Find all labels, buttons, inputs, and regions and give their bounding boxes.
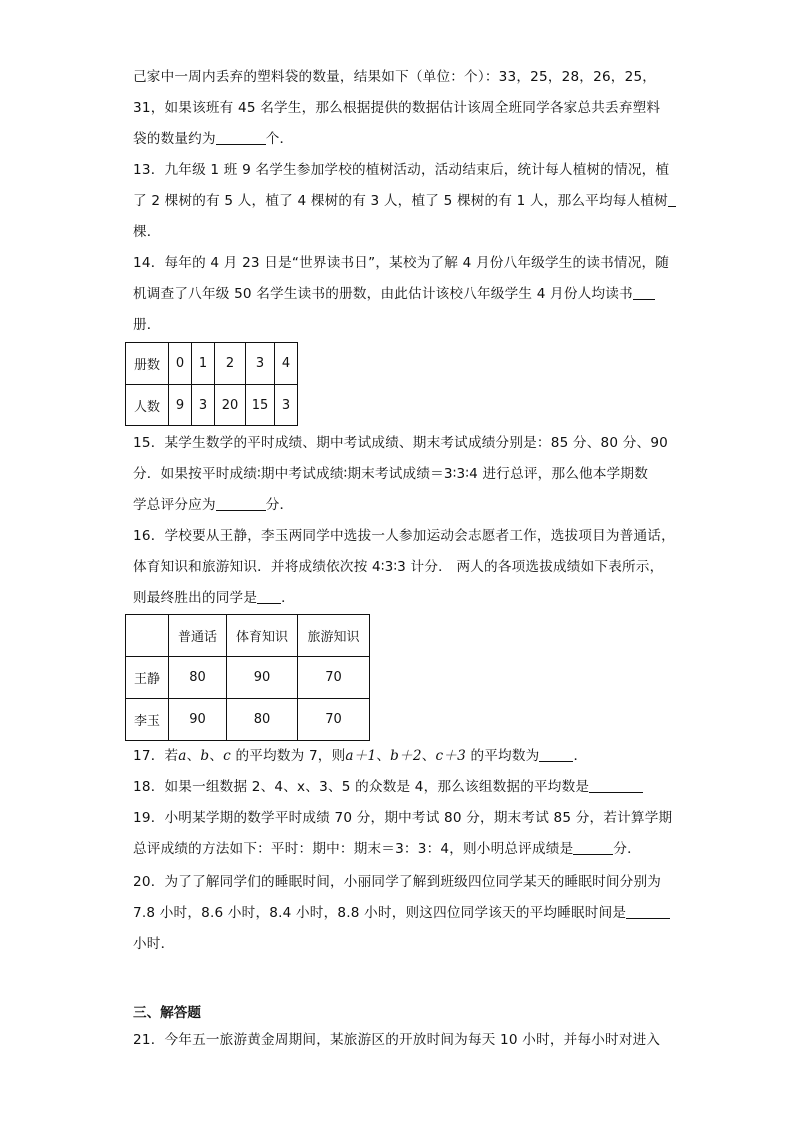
table-cell: 人数 — [126, 385, 169, 426]
table-cell: 15 — [246, 385, 275, 426]
table-cell: 4 — [275, 343, 298, 385]
table-cell: 3 — [275, 385, 298, 426]
q13-line-1: 13．九年级 1 班 9 名学生参加学校的植树活动，活动结束后，统计每人植树的情况，植 — [133, 162, 670, 178]
table-cell: 1 — [192, 343, 215, 385]
table-cell: 70 — [298, 699, 370, 741]
answer-blank — [589, 778, 643, 793]
table-cell: 20 — [215, 385, 246, 426]
answer-blank — [539, 747, 573, 762]
table-row — [126, 385, 298, 426]
table-cell: 3 — [246, 343, 275, 385]
table-cell: 体育知识 — [227, 615, 298, 657]
q14-line-3: 册． — [133, 317, 161, 333]
table-cell: 李玉 — [126, 699, 169, 741]
table-cell: 80 — [227, 699, 298, 741]
q16-line-1: 16．学校要从王静，李玉两同学中选拔一人参加运动会志愿者工作，选拔项目为普通话， — [133, 528, 675, 544]
q15-line-1: 15．某学生数学的平时成绩、期中考试成绩、期末考试成绩分别是：85 分、80 分、90 — [133, 435, 669, 451]
table-cell: 9 — [169, 385, 192, 426]
q15-line-3: 学总评分应为 分． — [133, 497, 294, 513]
table-cell: 普通话 — [169, 615, 227, 657]
q20-line-1: 20．为了了解同学们的睡眠时间，小丽同学了解到班级四位同学某天的睡眠时间分别为 — [133, 874, 662, 890]
answer-blank — [216, 496, 266, 511]
table-cell: 2 — [215, 343, 246, 385]
table-cell: 70 — [298, 657, 370, 699]
table-cell: 3 — [192, 385, 215, 426]
table-cell: 80 — [169, 657, 227, 699]
scores-table — [125, 614, 370, 741]
q20-line-2: 7.8 小时，8.6 小时，8.4 小时，8.8 小时，则这四位同学该天的平均睡眠时间是 — [133, 903, 670, 923]
table-row — [126, 699, 370, 741]
table-header-row — [126, 615, 370, 657]
table-cell: 90 — [227, 657, 298, 699]
table-cell: 册数 — [126, 343, 169, 385]
answer-blank — [573, 840, 613, 855]
table-cell: 王静 — [126, 657, 169, 699]
table-cell: 旅游知识 — [298, 615, 370, 657]
table-cell — [126, 615, 169, 657]
q19-line-1: 19．小明某学期的数学平时成绩 70 分，期中考试 80 分，期末考试 85 分，若计算学期 — [133, 810, 673, 826]
q14-line-1: 14．每年的 4 月 23 日是“世界读书日”，某校为了解 4 月份八年级学生的读书情况，随 — [133, 255, 670, 271]
q12-line-1: 己家中一周内丢弃的塑料袋的数量，结果如下（单位：个）：33，25，28，26，25， — [133, 69, 657, 85]
q17-line-1: 17．若a、b、c 的平均数为 7，则a＋1、b＋2、c＋3 的平均数为 ． — [133, 748, 588, 764]
q13-line-2: 了 2 棵树的有 5 人，植了 4 棵树的有 3 人，植了 5 棵树的有 1 人，那么平均每人植树 — [133, 191, 676, 211]
table-row — [126, 343, 298, 385]
books-table — [125, 342, 298, 426]
answer-blank — [633, 285, 655, 300]
q16-line-3: 则最终胜出的同学是 ． — [133, 590, 295, 606]
table-cell: 0 — [169, 343, 192, 385]
q16-line-2: 体育知识和旅游知识．并将成绩依次按 4∶3∶3 计分． 两人的各项选拔成绩如下表所示， — [133, 559, 664, 575]
answer-blank — [257, 589, 281, 604]
table-row — [126, 657, 370, 699]
q12-line-3: 袋的数量约为 个． — [133, 131, 294, 147]
q18-line-1: 18．如果一组数据 2、4、x、3、5 的众数是 4，那么该组数据的平均数是 — [133, 777, 643, 797]
q21-line-1: 21．今年五一旅游黄金周期间，某旅游区的开放时间为每天 10 小时，并每小时对进入 — [133, 1032, 661, 1048]
q14-line-2: 机调查了八年级 50 名学生读书的册数，由此估计该校八年级学生 4 月份人均读书 — [133, 284, 655, 304]
q20-line-3: 小时． — [133, 936, 175, 952]
answer-blank — [626, 904, 670, 919]
q15-line-2: 分．如果按平时成绩∶期中考试成绩∶期末考试成绩＝3∶3∶4 进行总评，那么他本学期数 — [133, 466, 649, 482]
section-heading: 三、解答题 — [133, 1005, 201, 1021]
q12-line-2: 31，如果该班有 45 名学生，那么根据提供的数据估计该周全班同学各家总共丢弃塑料 — [133, 100, 661, 116]
table-cell: 90 — [169, 699, 227, 741]
q19-line-2: 总评成绩的方法如下：平时：期中：期末＝3：3：4，则小明总评成绩是 分． — [133, 841, 641, 857]
answer-blank — [216, 130, 266, 145]
answer-blank — [668, 192, 676, 207]
q13-line-3: 棵． — [133, 224, 161, 240]
